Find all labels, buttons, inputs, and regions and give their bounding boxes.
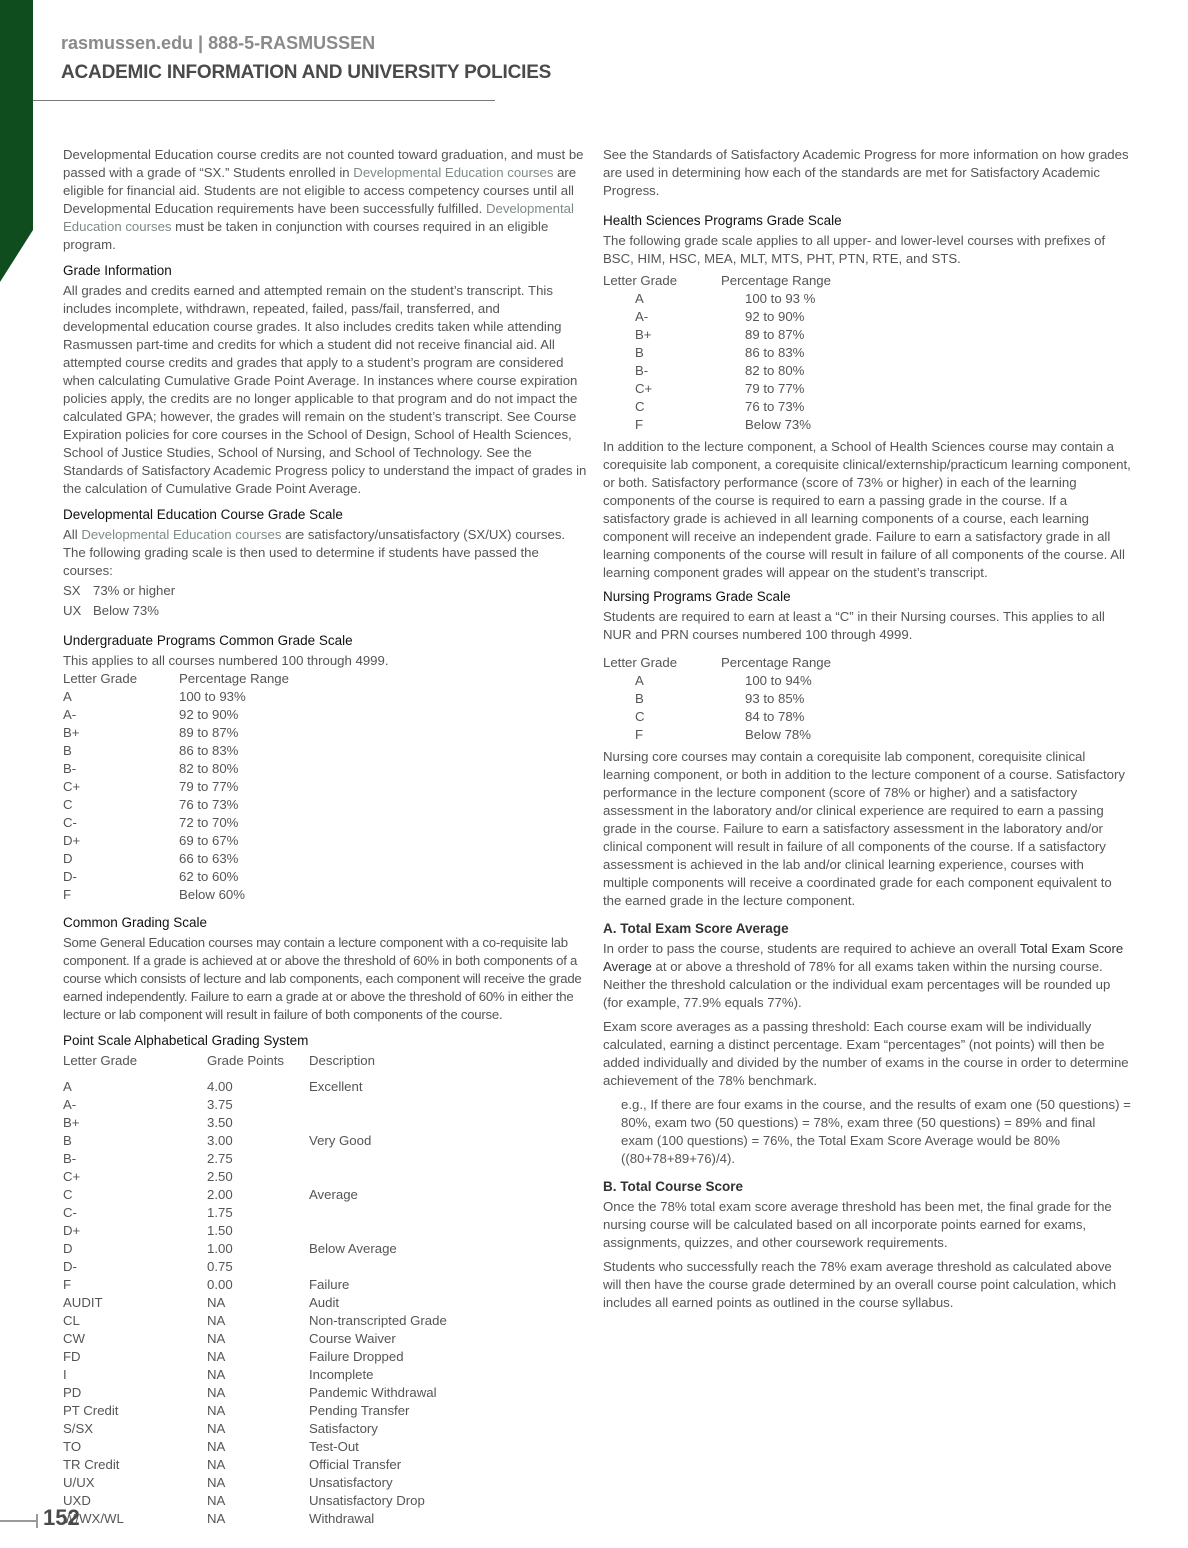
footer-rule bbox=[0, 1520, 36, 1522]
grade-info-heading: Grade Information bbox=[63, 263, 172, 278]
column-header: Letter Grade bbox=[63, 1053, 138, 1068]
common-scale-heading: Common Grading Scale bbox=[63, 915, 208, 930]
exam-average-text: In order to pass the course, students are required to achieve an overall Total Exam Score Average at or above a threshold of 78% for all exams taken within the nursing course. Neither the threshold calculation or the individual exam percentages will be rounded up (for example, 77.9% equals 77%). bbox=[603, 941, 1124, 1010]
course-score-text-2: Students who successfully reach the 78% exam average threshold as calculated above will then have the course grade determined by an overall course point calculation, which includes all earned points as outlined in the course syllabus. bbox=[603, 1259, 1117, 1310]
header-site: rasmussen.edu | 888-5-RASMUSSEN bbox=[61, 33, 376, 53]
dev-ed-scale-row: SX 73% or higher bbox=[63, 583, 176, 598]
undergrad-scale-table: Letter Grade Percentage Range A 100 to 93% A- 92 to 90% B+ 89 to 87% B 86 to 83% B- 82 to 80% C+ 79 to 77% C 76 to 73% C- 72 to 70% D+ 69 to 67% D 66 to 63% D- 62 to 60% F Below 60% bbox=[63, 670, 587, 904]
course-score-text: Once the 78% total exam score average threshold has been met, the final grade for the nursing course will be calculated based on all incorporate points earned for exams, assignments, quizzes, and other coursework requirements. bbox=[603, 1199, 1112, 1250]
dev-ed-courses-link[interactable]: Developmental Education courses bbox=[353, 165, 554, 180]
nursing-components-text: Nursing core courses may contain a corequisite lab component, corequisite clinical learning component, or both in addition to the lecture component of a course. Satisfactory performance in the lecture component (score of 78% or higher) and a satisfactory assessment in the laboratory and/or clinical experience are required to earn a passing grade in the course. Failure to earn a satisfactory assessment in the laboratory and/or clinical component will result in failure of all components of the course. If a satisfactory assessment is achieved in the lab and/or clinical learning experience, courses with multiple components will receive a coordinated grade for each component equivalent to the earned grade in the lecture component. bbox=[603, 749, 1125, 908]
dev-ed-courses-link[interactable]: Developmental Education courses bbox=[81, 527, 282, 542]
exam-example-text: e.g., If there are four exams in the course, and the results of exam one (50 questions) = 80%, exam two (50 questions) = 78%, exam three (50 questions) = 89% and final exam (100 questions) = 76%, the Total Exam Score Average would be 80% ((80+78+89+76)/4). bbox=[621, 1097, 1131, 1166]
common-scale-text: Some General Education courses may contain a lecture component with a co-requisite lab component. If a grade is achieved at or above the threshold of 60% in both components of a course which consists of lecture and lab components, each component will receive the grade earned independently. Failure to earn a grade at or above the threshold of 60% in either the lecture or lab component will result in failure of both components of the course. bbox=[63, 935, 582, 1022]
header-rule bbox=[33, 100, 495, 101]
dev-ed-scale-heading: Developmental Education Course Grade Scale bbox=[63, 507, 343, 522]
column-header: Percentage Range bbox=[721, 273, 831, 288]
column-header: Description bbox=[309, 1053, 375, 1068]
health-scale-intro: The following grade scale applies to all upper- and lower-level courses with prefixes of BSC, HIM, HSC, MEA, MLT, MTS, PHT, PTN, RTE, and STS. bbox=[603, 233, 1106, 266]
point-scale-table: Letter Grade Grade Points Description A 4.00 Excellent A- 3.75 B+ 3.50 B 3.00 Very Good B- 2.75 C+ 2.50 C 2.00 Average C- 1.75 D+ 1.50 D 1.00 Below Average D- 0.75 F 0.00 Failure AUDIT NA Audit CL NA Non-transcripted Grade CW NA Course Waiver FD NA Failure Dropped I NA Incomplete PD NA Pandemic Withdrawal PT Credit NA Pending Transfer S/SX NA Satisfactory TO NA Test-Out TR Credit NA Official Transfer U/UX NA Unsatisfactory UXD NA Unsatisfactory Drop W/WX/WL NA Withdrawal bbox=[63, 1052, 587, 1528]
dev-ed-courses-link[interactable]: Developmental Education courses bbox=[63, 201, 574, 234]
nursing-scale-table: Letter Grade Percentage Range A 100 to 94% B 93 to 85% C 84 to 78% F Below 78% bbox=[603, 654, 1131, 744]
page-number: 152 bbox=[43, 1505, 80, 1530]
health-scale-heading: Health Sciences Programs Grade Scale bbox=[603, 213, 842, 228]
column-header: Percentage Range bbox=[179, 671, 289, 686]
brand-side-bar bbox=[0, 0, 33, 230]
footer-tick bbox=[36, 1514, 38, 1528]
sap-intro: See the Standards of Satisfactory Academic Progress for more information on how grades are used in determining how each of the standards are met for Satisfactory Academic Progress. bbox=[603, 147, 1129, 198]
undergrad-scale-intro: This applies to all courses numbered 100 through 4999. bbox=[63, 653, 389, 668]
brand-side-bar-tip bbox=[0, 230, 33, 282]
undergrad-scale-heading: Undergraduate Programs Common Grade Scale bbox=[63, 633, 353, 648]
course-score-heading: B. Total Course Score bbox=[603, 1179, 744, 1194]
nursing-scale-intro: Students are required to earn at least a “C” in their Nursing courses. This applies to all NUR and PRN courses numbered 100 through 4999. bbox=[603, 609, 1105, 642]
header-title: ACADEMIC INFORMATION AND UNIVERSITY POLICIES bbox=[61, 62, 552, 83]
dev-ed-scale-row: UX Below 73% bbox=[63, 603, 159, 618]
exam-average-heading: A. Total Exam Score Average bbox=[603, 921, 789, 936]
dev-ed-intro: Developmental Education course credits are not counted toward graduation, and must be passed with a grade of “SX.” Students enrolled in Developmental Education courses are eligible for financial aid. Students are not eligible to access competency courses until all Developmental Education requirements have been successfully fulfilled. Developmental Education courses must be taken in conjunction with courses required in an eligible program. bbox=[63, 147, 584, 252]
grade-info-text: All grades and credits earned and attempted remain on the student’s transcript. This includes incomplete, withdrawn, repeated, failed, pass/fail, transferred, and developmental education course grades. It also includes credits taken while attending Rasmussen part-time and credits for which a student did not receive financial aid. All attempted course credits and grades that apply to a student’s program are considered when calculating Cumulative Grade Point Average. In instances where course expiration policies apply, the credits are no longer applicable to that program and do not impact the calculated GPA; however, the grades will remain on the student’s transcript. See Course Expiration policies for core courses in the School of Design, School of Health Sciences, School of Justice Studies, School of Nursing, and School of Technology. See the Standards of Satisfactory Academic Progress policy to understand the impact of grades in the calculation of Cumulative Grade Point Average. bbox=[63, 283, 587, 496]
health-components-text: In addition to the lecture component, a School of Health Sciences course may contain a corequisite lab component, a corequisite clinical/externship/practicum learning component, or both. Satisfactory performance (score of 73% or higher) in each of the learning components of the course is required to earn a passing grade in the course. If a satisfactory grade is achieved in all learning components of a course, each learning component will receive an independent grade. Failure to earn a satisfactory grade in all learning components of the course will result in failure of all components of the course. All learning component grades will appear on the student’s transcript. bbox=[603, 439, 1131, 580]
health-scale-table: Letter Grade Percentage Range A 100 to 93 % A- 92 to 90% B+ 89 to 87% B 86 to 83% B- 82 to 80% C+ 79 to 77% C 76 to 73% F Below 73% bbox=[603, 272, 1131, 434]
nursing-scale-heading: Nursing Programs Grade Scale bbox=[603, 589, 791, 604]
column-header: Letter Grade bbox=[603, 273, 678, 288]
exam-threshold-text: Exam score averages as a passing threshold: Each course exam will be individually calculated, earning a distinct percentage. Exam “percentages” (not points) will then be added individually and divided by the number of exams in the course in order to determine achievement of the 78% benchmark. bbox=[603, 1019, 1129, 1088]
column-header: Percentage Range bbox=[721, 655, 831, 670]
column-header: Grade Points bbox=[207, 1053, 284, 1068]
point-scale-heading: Point Scale Alphabetical Grading System bbox=[63, 1033, 309, 1048]
column-header: Letter Grade bbox=[603, 655, 678, 670]
dev-ed-scale-text: All Developmental Education courses are satisfactory/unsatisfactory (SX/UX) courses. The following grading scale is then used to determine if students have passed the courses: bbox=[63, 527, 566, 578]
left-column bbox=[63, 146, 587, 1528]
right-column bbox=[603, 146, 1131, 1318]
column-header: Letter Grade bbox=[63, 671, 138, 686]
